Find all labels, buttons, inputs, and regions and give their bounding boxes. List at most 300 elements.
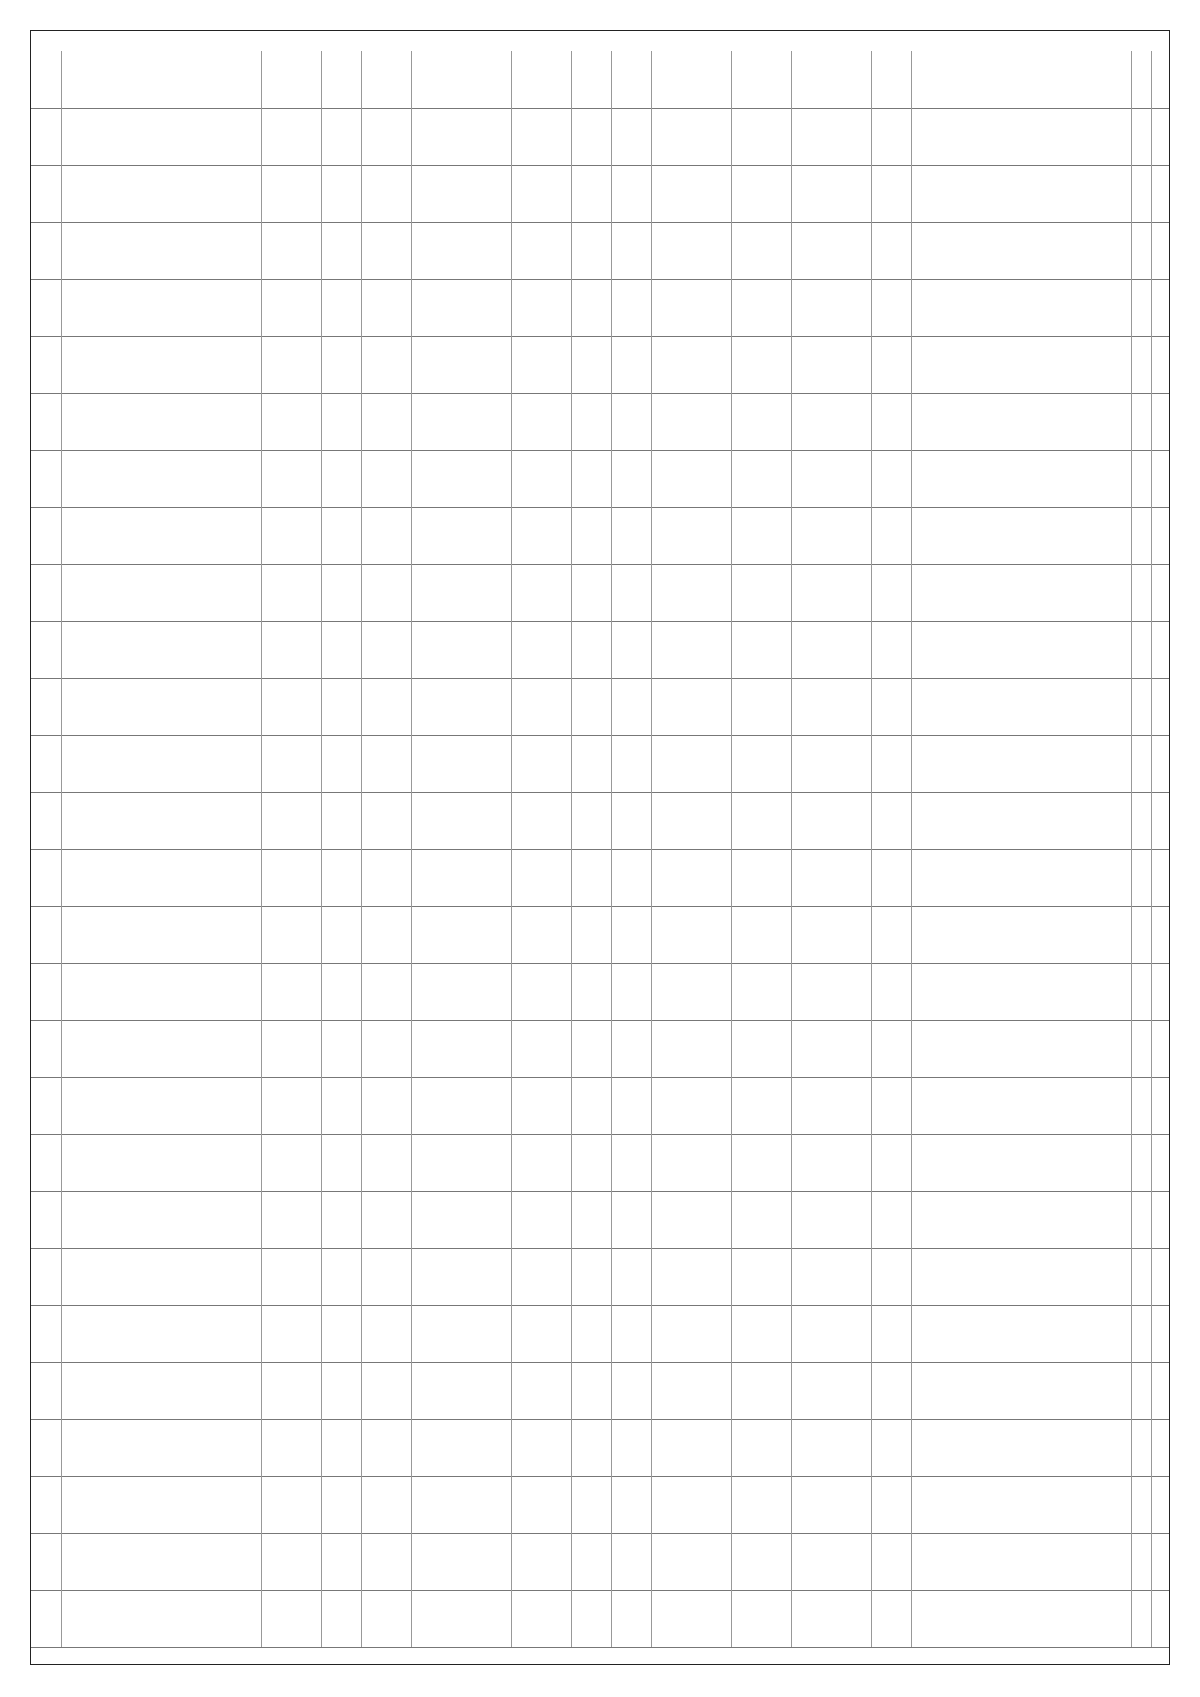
table-cell [61, 507, 262, 564]
table-cell [651, 51, 732, 108]
table-cell [1131, 336, 1152, 393]
table-row [31, 1077, 1169, 1135]
table-row [31, 165, 1169, 223]
table-cell [261, 222, 322, 279]
table-cell [611, 507, 652, 564]
table-row [31, 792, 1169, 850]
table-cell [31, 849, 62, 906]
table-cell [651, 564, 732, 621]
table-cell [911, 393, 1132, 450]
table-cell [791, 1476, 872, 1533]
table-cell [261, 678, 322, 735]
table-cell [361, 450, 412, 507]
table-cell [361, 621, 412, 678]
table-cell [791, 1248, 872, 1305]
table-cell [411, 1476, 512, 1533]
table-cell [791, 279, 872, 336]
table-row [31, 336, 1169, 394]
table-cell [411, 1134, 512, 1191]
table-cell [511, 1134, 572, 1191]
table-cell [61, 1362, 262, 1419]
table-cell [571, 1362, 612, 1419]
table-cell [31, 108, 62, 165]
table-cell [731, 1533, 792, 1590]
table-cell [611, 906, 652, 963]
table-cell [611, 1533, 652, 1590]
table-cell [321, 507, 362, 564]
table-cell [611, 735, 652, 792]
table-cell [511, 849, 572, 906]
table-cell [571, 1248, 612, 1305]
table-cell [361, 165, 412, 222]
table-cell [871, 222, 912, 279]
table-cell [791, 1191, 872, 1248]
table-cell [411, 1419, 512, 1476]
table-cell [361, 1590, 412, 1647]
table-cell [651, 735, 732, 792]
table-cell [1131, 792, 1152, 849]
table-cell [361, 1476, 412, 1533]
table-cell [321, 1134, 362, 1191]
table-cell [1131, 621, 1152, 678]
table-cell [321, 450, 362, 507]
table-cell [791, 165, 872, 222]
table-cell [791, 792, 872, 849]
table-cell [261, 51, 322, 108]
table-cell [571, 849, 612, 906]
table-cell [651, 393, 732, 450]
table-cell [361, 279, 412, 336]
table-cell [611, 1020, 652, 1077]
table-cell [411, 906, 512, 963]
table-cell [731, 222, 792, 279]
table-cell [321, 279, 362, 336]
table-cell [651, 621, 732, 678]
table-cell [571, 678, 612, 735]
table-row [31, 51, 1169, 109]
table-cell [731, 792, 792, 849]
table-cell [571, 222, 612, 279]
table-cell [571, 963, 612, 1020]
table-cell [651, 222, 732, 279]
table-cell [871, 1533, 912, 1590]
table-cell [31, 1476, 62, 1533]
table-cell [511, 1191, 572, 1248]
table-cell [361, 1077, 412, 1134]
table-cell [261, 165, 322, 222]
table-cell [791, 393, 872, 450]
table-cell [731, 1362, 792, 1419]
table-cell [321, 222, 362, 279]
table-cell [261, 1476, 322, 1533]
table-cell [571, 51, 612, 108]
table-cell [261, 279, 322, 336]
table-cell [1131, 963, 1152, 1020]
table-cell [571, 393, 612, 450]
table-cell [611, 1077, 652, 1134]
table-cell [361, 507, 412, 564]
table-cell [361, 564, 412, 621]
table-cell [411, 51, 512, 108]
table-row [31, 507, 1169, 565]
table-cell [871, 1191, 912, 1248]
table-cell [61, 450, 262, 507]
table-row [31, 735, 1169, 793]
table-cell [911, 1362, 1132, 1419]
table-cell [31, 51, 62, 108]
table-row [31, 222, 1169, 280]
table-cell [61, 1020, 262, 1077]
table-cell [651, 1077, 732, 1134]
table-cell [61, 906, 262, 963]
table-cell [611, 1590, 652, 1647]
table-cell [321, 1476, 362, 1533]
table-cell [1131, 222, 1152, 279]
table-cell [261, 906, 322, 963]
table-cell [1131, 1362, 1152, 1419]
table-cell [611, 1476, 652, 1533]
table-cell [651, 450, 732, 507]
table-cell [361, 1020, 412, 1077]
table-cell [361, 1305, 412, 1362]
table-row [31, 564, 1169, 622]
table-row [31, 906, 1169, 964]
table-cell [571, 792, 612, 849]
table-cell [651, 507, 732, 564]
table-cell [911, 1305, 1132, 1362]
table-cell [321, 1248, 362, 1305]
table-cell [61, 165, 262, 222]
table-cell [651, 792, 732, 849]
table-cell [911, 108, 1132, 165]
table-cell [611, 450, 652, 507]
table-cell [731, 1419, 792, 1476]
table-cell [731, 1305, 792, 1362]
table-cell [911, 792, 1132, 849]
table-cell [731, 1134, 792, 1191]
table-cell [1131, 450, 1152, 507]
table-cell [651, 906, 732, 963]
table-cell [321, 963, 362, 1020]
table-cell [361, 1419, 412, 1476]
table-cell [361, 1533, 412, 1590]
table-cell [31, 1419, 62, 1476]
table-cell [411, 1248, 512, 1305]
table-cell [651, 1305, 732, 1362]
table-cell [1131, 507, 1152, 564]
table-cell [871, 906, 912, 963]
table-cell [651, 1476, 732, 1533]
table-cell [911, 1134, 1132, 1191]
table-cell [791, 906, 872, 963]
table-cell [61, 1248, 262, 1305]
table-cell [791, 450, 872, 507]
table-cell [791, 963, 872, 1020]
table-row [31, 1020, 1169, 1078]
table-row [31, 1533, 1169, 1591]
table-cell [911, 1020, 1132, 1077]
table-cell [791, 849, 872, 906]
table-cell [511, 1476, 572, 1533]
table-cell [571, 1590, 612, 1647]
table-cell [31, 1077, 62, 1134]
table-cell [31, 963, 62, 1020]
table-cell [321, 393, 362, 450]
table-cell [651, 1362, 732, 1419]
table-cell [651, 1248, 732, 1305]
table-cell [361, 906, 412, 963]
table-cell [911, 1248, 1132, 1305]
table-cell [261, 1533, 322, 1590]
table-cell [61, 735, 262, 792]
table-cell [611, 108, 652, 165]
table-cell [1131, 678, 1152, 735]
table-cell [871, 1077, 912, 1134]
table-cell [651, 108, 732, 165]
table-cell [511, 678, 572, 735]
table-cell [1131, 51, 1152, 108]
table-cell [31, 735, 62, 792]
table-cell [731, 450, 792, 507]
table-cell [511, 792, 572, 849]
table-cell [361, 1362, 412, 1419]
table-cell [871, 165, 912, 222]
table-row [31, 963, 1169, 1021]
table-cell [361, 336, 412, 393]
table-cell [411, 963, 512, 1020]
table-cell [1131, 849, 1152, 906]
table-cell [871, 279, 912, 336]
table-cell [411, 336, 512, 393]
table-cell [911, 1476, 1132, 1533]
table-cell [1131, 906, 1152, 963]
table-cell [791, 621, 872, 678]
table-cell [361, 849, 412, 906]
table-cell [31, 1533, 62, 1590]
table-cell [791, 1590, 872, 1647]
table-cell [651, 1533, 732, 1590]
table-row [31, 1191, 1169, 1249]
table-cell [361, 678, 412, 735]
table-cell [511, 279, 572, 336]
table-cell [911, 1533, 1132, 1590]
table-cell [871, 1419, 912, 1476]
table-cell [911, 336, 1132, 393]
table-cell [651, 279, 732, 336]
table-cell [61, 963, 262, 1020]
table-cell [261, 1305, 322, 1362]
table-cell [871, 1134, 912, 1191]
table-cell [31, 906, 62, 963]
table-cell [61, 1476, 262, 1533]
table-cell [61, 51, 262, 108]
table-cell [651, 1419, 732, 1476]
table-cell [511, 450, 572, 507]
table-cell [571, 906, 612, 963]
table-cell [321, 336, 362, 393]
table-cell [611, 222, 652, 279]
table-cell [1131, 1020, 1152, 1077]
table-cell [261, 735, 322, 792]
table-row [31, 450, 1169, 508]
table-cell [61, 1590, 262, 1647]
table-cell [871, 108, 912, 165]
table-cell [651, 1191, 732, 1248]
table-cell [911, 849, 1132, 906]
table-cell [411, 1077, 512, 1134]
table-cell [361, 1134, 412, 1191]
table-cell [571, 450, 612, 507]
table-cell [31, 678, 62, 735]
table-cell [511, 108, 572, 165]
table-cell [61, 1134, 262, 1191]
table-cell [511, 1305, 572, 1362]
table-cell [611, 1419, 652, 1476]
table-row [31, 1248, 1169, 1306]
table-cell [411, 1533, 512, 1590]
table-cell [31, 1590, 62, 1647]
table-cell [791, 564, 872, 621]
table-cell [871, 792, 912, 849]
table-cell [871, 51, 912, 108]
table-cell [61, 279, 262, 336]
table-cell [791, 336, 872, 393]
table-cell [1131, 393, 1152, 450]
table-row [31, 849, 1169, 907]
table-cell [321, 1533, 362, 1590]
table-cell [361, 963, 412, 1020]
table-cell [1131, 1305, 1152, 1362]
table-cell [571, 165, 612, 222]
table-cell [571, 1020, 612, 1077]
table-cell [511, 1419, 572, 1476]
table-cell [911, 279, 1132, 336]
table-cell [871, 621, 912, 678]
table-cell [361, 108, 412, 165]
table-cell [871, 507, 912, 564]
table-cell [571, 1533, 612, 1590]
table-cell [31, 222, 62, 279]
table-cell [871, 336, 912, 393]
table-cell [731, 564, 792, 621]
table-cell [731, 507, 792, 564]
table-cell [61, 564, 262, 621]
table-cell [511, 1362, 572, 1419]
table-cell [321, 165, 362, 222]
table-cell [511, 963, 572, 1020]
table-cell [911, 165, 1132, 222]
table-row [31, 1590, 1169, 1648]
table-cell [731, 1020, 792, 1077]
table-cell [1131, 1134, 1152, 1191]
table-cell [571, 108, 612, 165]
table-cell [321, 792, 362, 849]
table-cell [791, 1134, 872, 1191]
table-cell [571, 1476, 612, 1533]
table-cell [411, 222, 512, 279]
table-cell [61, 849, 262, 906]
table-cell [571, 279, 612, 336]
table-cell [731, 849, 792, 906]
table-cell [571, 1305, 612, 1362]
table-cell [261, 1134, 322, 1191]
table-cell [731, 336, 792, 393]
table-cell [61, 222, 262, 279]
table-cell [611, 336, 652, 393]
table-cell [871, 450, 912, 507]
table-cell [791, 1305, 872, 1362]
table-cell [321, 735, 362, 792]
table-cell [511, 1020, 572, 1077]
table-row [31, 279, 1169, 337]
table-cell [871, 393, 912, 450]
table-row [31, 1362, 1169, 1420]
table-cell [911, 450, 1132, 507]
table-cell [871, 1362, 912, 1419]
table-cell [61, 621, 262, 678]
table-cell [511, 1248, 572, 1305]
table-cell [321, 906, 362, 963]
table-cell [611, 1191, 652, 1248]
table-row [31, 1476, 1169, 1534]
table-cell [411, 621, 512, 678]
table-cell [261, 564, 322, 621]
table-cell [911, 621, 1132, 678]
table-cell [731, 1248, 792, 1305]
table-cell [31, 450, 62, 507]
table-cell [651, 165, 732, 222]
table-cell [261, 393, 322, 450]
table-cell [261, 1077, 322, 1134]
table-cell [651, 336, 732, 393]
table-cell [361, 393, 412, 450]
table-cell [1131, 735, 1152, 792]
table-cell [571, 507, 612, 564]
table-cell [411, 450, 512, 507]
table-cell [911, 1191, 1132, 1248]
table-cell [1131, 1191, 1152, 1248]
table-cell [361, 792, 412, 849]
table-cell [911, 1590, 1132, 1647]
table-cell [731, 963, 792, 1020]
table-cell [651, 678, 732, 735]
table-cell [1131, 108, 1152, 165]
table-cell [911, 735, 1132, 792]
table-cell [731, 1590, 792, 1647]
table-cell [871, 1476, 912, 1533]
table-cell [31, 1362, 62, 1419]
table-cell [871, 963, 912, 1020]
table-cell [731, 165, 792, 222]
table-cell [261, 849, 322, 906]
table-cell [261, 1020, 322, 1077]
table-cell [871, 1305, 912, 1362]
table-cell [731, 108, 792, 165]
table-cell [871, 678, 912, 735]
table-cell [571, 1134, 612, 1191]
table-cell [321, 108, 362, 165]
table-cell [611, 963, 652, 1020]
table-cell [321, 564, 362, 621]
table-cell [61, 1305, 262, 1362]
table-cell [571, 1419, 612, 1476]
table-cell [511, 222, 572, 279]
table-cell [911, 222, 1132, 279]
table-cell [321, 1305, 362, 1362]
table-cell [261, 336, 322, 393]
table-row [31, 678, 1169, 736]
table-cell [321, 849, 362, 906]
